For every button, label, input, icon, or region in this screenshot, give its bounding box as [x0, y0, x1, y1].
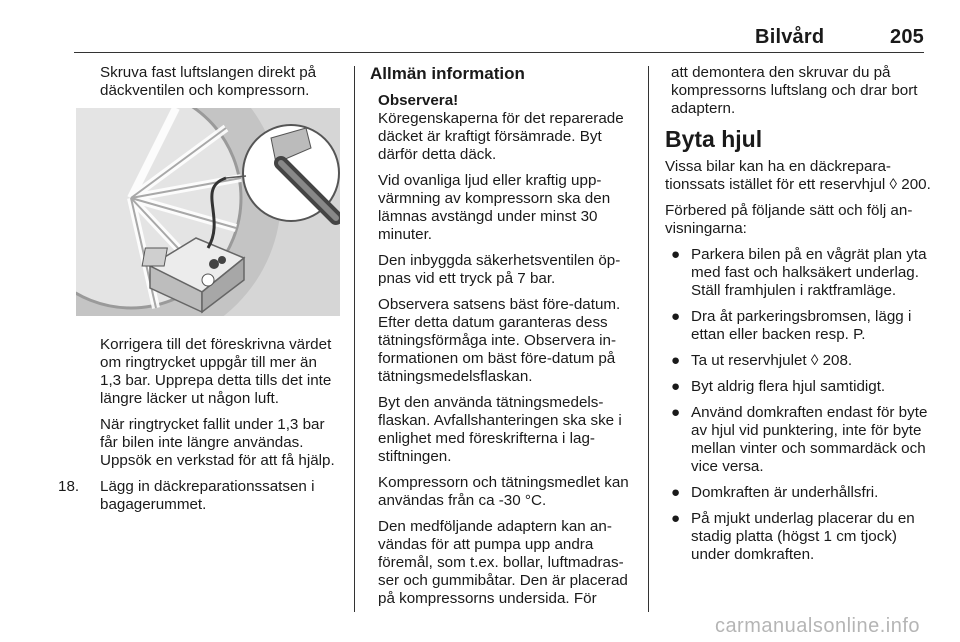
bullet-icon: ● [671, 352, 681, 369]
note-text: Köregenskaperna för det reparerade däcket är kraftigt försämrade. Byt därför detta däck. [378, 110, 624, 163]
column-divider [648, 66, 649, 612]
wheel-compressor-icon [76, 108, 340, 316]
intro-text: Skruva fast luftslangen direkt på däckventilen och kompressorn. [100, 64, 317, 99]
text-paragraph: Byt den använda tätningsmedelsflaskan. Avfallshanteringen ska ske i enlighet med föreskrifterna i lagstiftningen. [378, 394, 622, 465]
page-header [755, 26, 924, 49]
list-item [665, 352, 931, 370]
section-heading: Allmän information [370, 64, 525, 83]
column-1 [58, 64, 340, 522]
list-item [665, 308, 931, 344]
section-heading: Byta hjul [665, 126, 763, 152]
list-item [665, 246, 931, 300]
list-item [665, 484, 931, 502]
list-item-text: På mjukt underlag placerar du en stadig platta (högst 1 cm tjock) under domkraften. [691, 510, 915, 563]
text-paragraph: Vissa bilar kan ha en däckreparationssats istället för ett reservhjul ◊ 200. [665, 158, 931, 193]
list-item-text: Byt aldrig flera hjul samtidigt. [691, 378, 886, 395]
list-item [665, 404, 931, 476]
watermark: carmanualsonline.info [714, 615, 920, 637]
text-paragraph: Den medföljande adaptern kan användas för att pumpa upp andra föremål, som t.ex. bollar, luftmadrasser och gummibåtar. Den är placerad på kompressorns undersida. För [378, 518, 628, 607]
bullet-icon: ● [671, 308, 681, 325]
text-paragraph: Korrigera till det föreskrivna värdet om ringtrycket uppgår till mer än 1,3 bar. Upprepa detta tills det inte längre läcker ut någon luft. [100, 336, 332, 407]
bullet-icon: ● [671, 246, 681, 263]
list-item-text: Lägg in däckreparationssatsen i bagagerummet. [100, 478, 315, 513]
text-paragraph: att demontera den skruvar du på kompressorns luftslang och drar bort adaptern. [671, 64, 918, 117]
bullet-icon: ● [671, 484, 681, 501]
list-item-text: Använd domkraften endast för byte av hjul vid punktering, inte för byte mellan vinter och sommardäck och vice versa. [691, 404, 928, 475]
list-item-text: Dra åt parkeringsbromsen, lägg i ettan eller backen resp. P. [691, 308, 912, 343]
text-paragraph: Den inbyggda säkerhetsventilen öppnas vid ett tryck på 7 bar. [378, 252, 621, 287]
header-rule [74, 52, 924, 53]
list-item-text: Ta ut reservhjulet ◊ 208. [691, 352, 853, 369]
page-number: 205 [890, 26, 924, 48]
section-title: Bilvård [755, 26, 825, 48]
column-divider [354, 66, 355, 612]
compressor-illustration [76, 108, 340, 316]
bullet-icon: ● [671, 378, 681, 395]
text-paragraph: När ringtrycket fallit under 1,3 bar får bilen inte längre användas. Uppsök en verkstad för att få hjälp. [100, 416, 335, 469]
text-paragraph: Förbered på följande sätt och följ anvisningarna: [665, 202, 913, 237]
text-paragraph: Vid ovanliga ljud eller kraftig uppvärmning av kompressorn ska den lämnas avstängd under minst 30 minuter. [378, 172, 611, 243]
list-item [665, 378, 931, 396]
list-item [665, 510, 931, 564]
list-item [58, 478, 340, 514]
text-paragraph: Observera satsens bäst före-datum. Efter detta datum garanteras dess tätningsförmåga inte. Observera informationen om bäst före-datum på tätningsmedelsflaskan. [378, 296, 621, 385]
bullet-icon: ● [671, 510, 681, 527]
bullet-icon: ● [671, 404, 681, 421]
list-item-text: Domkraften är underhållsfri. [691, 484, 879, 501]
bullet-list [665, 246, 931, 564]
column-3 [665, 64, 931, 572]
list-number: 18. [58, 478, 80, 495]
column-2 [370, 64, 636, 616]
text-paragraph: Kompressorn och tätningsmedlet kan användas från ca -30 °C. [378, 474, 629, 509]
list-item-text: Parkera bilen på en vågrät plan yta med fast och halksäkert underlag. Ställ framhjulen i raktframläge. [691, 246, 927, 299]
note-title: Observera! [378, 92, 459, 109]
